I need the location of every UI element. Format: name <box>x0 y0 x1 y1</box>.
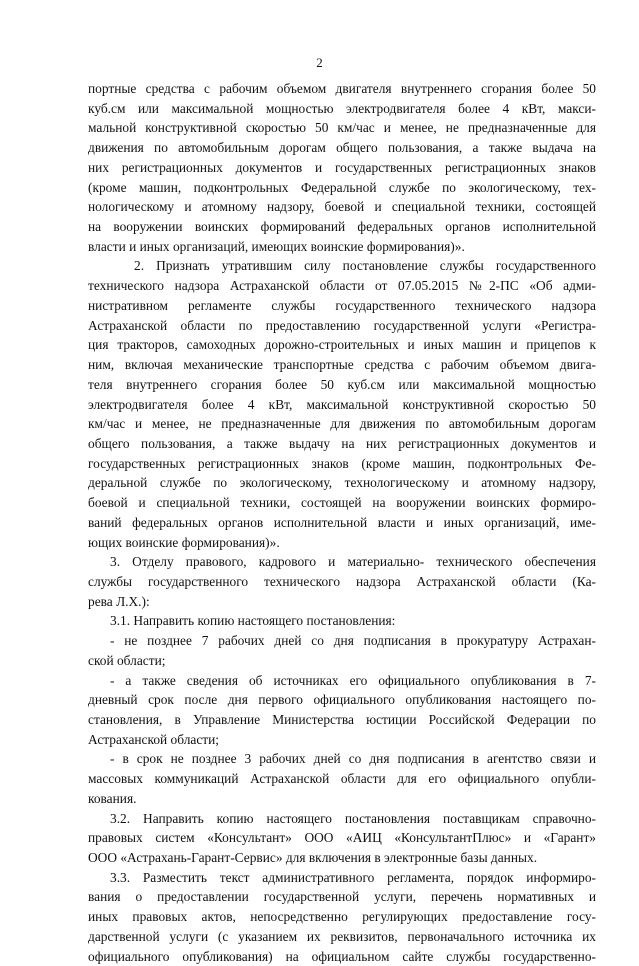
text-line: деральной службе по экологическому, технологическому и атомному надзору, <box>88 475 596 491</box>
text-line: ской области; <box>88 652 166 668</box>
text-line: службы государственного технического надзора Астраханской области (Ка- <box>88 573 596 589</box>
text-line: них регистрационных документов и государственных регистрационных знаков <box>88 159 596 175</box>
text-line: мальной конструктивной скоростью 50 км/час и менее, не предназначенные для <box>88 120 596 136</box>
text-line: власти и иных организаций, имеющих воинские формирования)». <box>88 238 465 254</box>
text-line: государственных регистрационных знаков (кроме машин, подконтрольных Фе- <box>88 455 596 471</box>
text-line: массовых коммуникаций Астраханской области для его официального опубли- <box>88 771 596 787</box>
text-line: 2. Признать утратившим силу постановление службы государственного <box>134 258 596 274</box>
text-line: ним, включая механические транспортные средства с рабочим объемом двига- <box>88 357 596 373</box>
text-line: ющих воинские формирования)». <box>88 534 280 550</box>
text-line: общего пользования, а также выдачу на них регистрационных документов и <box>88 435 596 451</box>
text-line: электродвигателя более 4 кВт, максимальной конструктивной скоростью 50 <box>88 396 596 412</box>
text-line: теля внутреннего сгорания более 50 куб.см или максимальной мощностью <box>88 376 596 392</box>
text-line: официального опубликования) на официальном сайте службы государственно- <box>88 948 596 964</box>
text-line: боевой и специальной техники, состоящей на вооружении воинских формиро- <box>88 495 596 511</box>
text-line: технического надзора Астраханской области от 07.05.2015 №2-ПС «Об адми- <box>88 278 596 294</box>
text-line: 3.2. Направить копию настоящего постановления поставщикам справочно- <box>110 810 596 826</box>
text-line: 3.3. Разместить текст административного регламента, порядок информиро- <box>110 869 596 885</box>
text-line: 3. Отделу правового, кадрового и материально- технического обеспечения <box>110 554 596 570</box>
text-line: Астраханской области; <box>88 731 220 747</box>
text-line: км/час и менее, не предназначенные для движения по автомобильным дорогам <box>88 416 596 432</box>
text-line: правовых систем «Консультант» ООО «АИЦ «КонсультантПлюс» и «Гарант» <box>88 830 596 846</box>
text-line: вания о предоставлении государственной услуги, перечень нормативных и <box>88 889 596 905</box>
text-line: ООО «Астрахань-Гарант-Сервис» для включения в электронные базы данных. <box>88 850 538 866</box>
text-line: на вооружении воинских формирований федеральных органов исполнительной <box>88 219 596 235</box>
text-line: кования. <box>88 790 137 806</box>
text-line: (кроме машин, подконтрольных Федеральной службе по экологическому, тех- <box>88 179 596 195</box>
text-line: портные средства с рабочим объемом двигателя внутреннего сгорания более 50 <box>88 81 596 96</box>
text-line: - а также сведения об источниках его официального опубликования в 7- <box>110 672 596 688</box>
text-line: нистративном регламенте службы государственного технического надзора <box>88 297 596 313</box>
text-line: ваний федеральных органов исполнительной власти и иных организаций, име- <box>88 514 596 530</box>
text-line: движения по автомобильным дорогам общего пользования, а также выдача на <box>88 140 596 156</box>
text-line: рева Л.Х.): <box>88 593 150 609</box>
text-line: Астраханской области по предоставлению государственной услуги «Регистра- <box>88 317 596 333</box>
text-line: 3.1. Направить копию настоящего постановления: <box>110 613 396 629</box>
text-line: дарственной услуги (с указанием их реквизитов, первоначального источника их <box>88 928 596 944</box>
text-line: куб.см или максимальной мощностью электродвигателя более 4 кВт, макси- <box>88 100 596 116</box>
text-line: дневный срок после дня первого официального опубликования настоящего по- <box>88 692 596 708</box>
document-body <box>88 79 596 966</box>
text-line: становления, в Управление Министерства юстиции Российской Федерации по <box>88 712 596 727</box>
text-line: нологическому и атомному надзору, боевой и специальной техники, состоящей <box>88 199 596 215</box>
text-line: иных правовых актов, непосредственно регулирующих предоставление госу- <box>88 909 596 925</box>
text-line: ция тракторов, самоходных дорожно-строительных и иных машин и прицепов к <box>88 337 596 353</box>
page-number: 2 <box>316 55 323 70</box>
text-line: - не позднее 7 рабочих дней со дня подписания в прокуратуру Астрахан- <box>110 633 596 649</box>
text-line: - в срок не позднее 3 рабочих дней со дня подписания в агентство связи и <box>110 751 596 767</box>
